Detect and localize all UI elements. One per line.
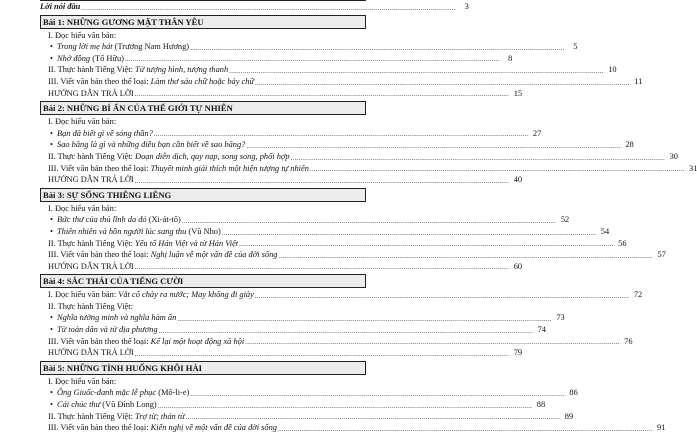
entry-title	[40, 411, 185, 423]
unit-heading: Bài 3: SỰ SỐNG THIÊNG LIÊNG	[40, 188, 366, 202]
leader-dots	[135, 262, 509, 272]
entry-number: I.	[48, 117, 53, 127]
entry-number: II.	[48, 301, 56, 311]
leader-dots	[222, 228, 596, 238]
toc-entry[interactable]	[40, 174, 523, 186]
leader-dots	[135, 349, 509, 359]
entry-title	[40, 422, 277, 434]
entry-number: II.	[48, 151, 56, 161]
entry-title	[40, 376, 116, 388]
entry-title	[40, 214, 181, 226]
toc-entry[interactable]	[40, 64, 617, 76]
entry-label: HƯỚNG DẪN TRẢ LỜI	[48, 175, 134, 185]
entry-page: 86	[569, 388, 578, 398]
entry-label: Đọc hiểu văn bản:	[54, 290, 119, 300]
entry-label-italic: Từ tượng hình, tượng thanh	[135, 65, 229, 75]
entry-page: 52	[560, 215, 570, 225]
entry-title-italic: Nghĩa tường minh và nghĩa hàm ẩn	[57, 313, 177, 323]
entry-page: 40	[513, 175, 523, 185]
entry-label-italic: Nghị luận về một vấn đề của đời sống	[150, 250, 278, 260]
leader-dots	[182, 216, 556, 226]
toc-entry[interactable]	[40, 422, 666, 434]
leader-dots	[135, 176, 509, 186]
entry-title	[40, 53, 124, 65]
entry-title	[40, 301, 133, 313]
entry-title-italic: Từ toàn dân và từ địa phương	[57, 325, 158, 335]
leader-dots	[177, 314, 551, 324]
entry-title	[40, 203, 116, 215]
leader-dots	[255, 78, 629, 88]
entry-label: Thực hành Tiếng Việt:	[57, 411, 136, 421]
entry-title	[40, 226, 221, 238]
entry-label: Đọc hiểu văn bản:	[54, 203, 117, 213]
toc-entry[interactable]	[40, 128, 542, 140]
entry-page: 54	[600, 226, 610, 236]
entry-number: III.	[48, 76, 59, 86]
entry-title	[40, 261, 134, 273]
entry-title-italic: Ông Giuốc-đanh mặc lễ phục	[57, 388, 157, 398]
bullet-icon: •	[50, 325, 53, 335]
entry-label-italic: Kể lại một hoạt động xã hội	[150, 336, 245, 346]
toc-entry[interactable]	[40, 238, 627, 250]
entry-page: 10	[608, 65, 617, 75]
leader-dots	[190, 389, 564, 399]
entry-page: 72	[633, 290, 643, 300]
toc-entry[interactable]	[40, 226, 610, 238]
entry-label: Viết văn bản theo thể loại:	[60, 76, 151, 86]
leader-dots	[135, 89, 509, 99]
entry-title	[40, 128, 153, 140]
entry-page: 8	[508, 53, 513, 63]
leader-dots	[278, 251, 652, 261]
bullet-icon: •	[50, 313, 53, 323]
toc-entry[interactable]	[40, 249, 666, 261]
entry-title	[40, 41, 189, 53]
entry-label-italic: Trợ từ; thán từ	[135, 411, 185, 421]
unit-heading: Bài 2: NHỮNG BÍ ẨN CỦA THẾ GIỚI TỰ NHIÊN	[40, 101, 366, 115]
entry-title-italic: Bức thư của thủ lĩnh da đỏ	[57, 215, 147, 225]
toc-entry[interactable]	[40, 53, 513, 65]
entry-title	[40, 163, 309, 175]
toc-entry[interactable]	[40, 41, 578, 53]
entry-number: I.	[48, 30, 53, 40]
entry-label: Thực hành Tiếng Việt:	[57, 151, 136, 161]
toc-entry[interactable]	[40, 76, 643, 88]
entry-title	[40, 249, 277, 261]
entry-author: (Vũ Đình Long)	[100, 400, 157, 410]
entry-page: 27	[532, 128, 542, 138]
entry-title-italic: Nhớ đồng	[57, 53, 91, 63]
toc-entry[interactable]	[40, 151, 678, 163]
entry-author: (Trương Nam Hương)	[112, 42, 190, 52]
entry-page: 31	[688, 163, 697, 173]
entry-page: 57	[657, 250, 666, 260]
bullet-icon: •	[50, 140, 53, 150]
entry-label-italic: Vắt cổ chày ra nước; May không đi giày	[118, 290, 254, 300]
entry-label: Viết văn bản theo thể loại:	[60, 336, 151, 346]
toc-entry[interactable]	[40, 347, 523, 359]
leader-dots	[190, 43, 564, 53]
entry-title-italic: Cái chúc thư	[57, 400, 101, 410]
toc-entry[interactable]	[40, 30, 366, 42]
preface-title: Lời nói đầu	[40, 2, 81, 11]
entry-title	[40, 116, 116, 128]
entry-title	[40, 30, 116, 42]
toc-entry[interactable]	[40, 376, 366, 388]
entry-page: 79	[513, 348, 523, 358]
entry-title-italic: Bạn đã biết gì về sóng thần?	[57, 128, 153, 138]
entry-page: 5	[573, 42, 578, 52]
entry-number: I.	[48, 203, 53, 213]
entry-label: Viết văn bản theo thể loại:	[60, 250, 151, 260]
entry-number: III.	[48, 336, 59, 346]
entry-page: 74	[537, 325, 546, 335]
entry-title	[40, 238, 238, 250]
toc-entry[interactable]	[40, 301, 366, 313]
entry-number: I.	[48, 290, 53, 300]
entry-title-italic: Sao băng là gì và những điều bạn cần biết về sao băng?	[57, 140, 246, 150]
entry-number: II.	[48, 238, 56, 248]
bullet-icon: •	[50, 53, 53, 63]
entry-title	[40, 64, 228, 76]
toc-entry[interactable]	[40, 203, 366, 215]
leader-dots	[239, 239, 613, 249]
toc-entry[interactable]	[40, 261, 523, 273]
unit-heading: Bài 5: NHỮNG TÌNH HUỐNG KHÔI HÀI	[40, 361, 366, 375]
leader-dots	[81, 3, 455, 13]
entry-page: 91	[657, 423, 666, 433]
entry-number: III.	[48, 250, 59, 260]
bullet-icon: •	[50, 215, 53, 225]
bullet-icon: •	[50, 388, 53, 398]
entry-page: 76	[624, 336, 633, 346]
bullet-icon: •	[50, 226, 53, 236]
bullet-icon: •	[50, 42, 53, 52]
entry-page: 88	[536, 400, 546, 410]
entry-label: Viết văn bản theo thể loại:	[60, 163, 151, 173]
leader-dots	[125, 54, 499, 64]
entry-page: 56	[618, 238, 627, 248]
toc-entry[interactable]	[40, 163, 697, 175]
entry-title	[40, 88, 134, 100]
entry-label-italic: Yếu tố Hán Việt và từ Hán Việt	[135, 238, 239, 248]
table-of-contents	[40, 0, 697, 434]
entry-title	[40, 347, 134, 359]
toc-entry[interactable]	[40, 336, 633, 348]
leader-dots	[278, 424, 652, 434]
leader-dots	[159, 326, 533, 336]
leader-dots	[310, 164, 684, 174]
entry-title-italic: Trong lời mẹ hát	[57, 42, 113, 52]
entry-page: 28	[625, 140, 634, 150]
entry-author: (Mô-li-e)	[156, 388, 190, 398]
entry-label: Thực hành Tiếng Việt:	[57, 238, 136, 248]
entry-label: Thực hành Tiếng Việt:	[57, 65, 136, 75]
leader-dots	[154, 129, 528, 139]
preface-page: 3	[464, 2, 469, 11]
entry-title	[40, 76, 254, 88]
toc-entry[interactable]	[40, 312, 565, 324]
entry-title-italic: Thiên nhiên và hồn người lúc sang thu	[57, 226, 187, 236]
entry-title	[40, 336, 244, 348]
entry-page: 11	[634, 76, 643, 86]
entry-title	[40, 289, 254, 301]
entry-label: HƯỚNG DẪN TRẢ LỜI	[48, 88, 134, 98]
toc-entry[interactable]	[40, 289, 643, 301]
leader-dots	[158, 401, 532, 411]
bullet-icon: •	[50, 128, 53, 138]
entry-label: HƯỚNG DẪN TRẢ LỜI	[48, 348, 134, 358]
entry-number: II.	[48, 411, 56, 421]
leader-dots	[255, 291, 629, 301]
entry-title	[40, 312, 176, 324]
leader-dots	[245, 337, 619, 347]
entry-label: HƯỚNG DẪN TRẢ LỜI	[48, 261, 134, 271]
leader-dots	[246, 141, 620, 151]
leader-dots	[291, 153, 665, 163]
entry-author: (Tố Hữu)	[90, 53, 124, 63]
toc-entry[interactable]	[40, 411, 574, 423]
entry-number: III.	[48, 423, 59, 433]
entry-label: Đọc hiểu văn bản:	[54, 376, 117, 386]
toc-entry[interactable]	[40, 139, 634, 151]
unit-heading: Bài 4: SẮC THÁI CỦA TIẾNG CƯỜI	[40, 274, 366, 288]
entry-number: I.	[48, 376, 53, 386]
entry-page: 89	[564, 411, 574, 421]
toc-entry[interactable]	[40, 214, 570, 226]
entry-label-italic: Kiến nghị về một vấn đề của đời sống	[150, 423, 277, 433]
toc-entry[interactable]	[40, 88, 523, 100]
toc-entry[interactable]	[40, 399, 546, 411]
entry-title	[40, 324, 158, 336]
entry-label: Đọc hiểu văn bản:	[54, 30, 117, 40]
entry-label: Đọc hiểu văn bản:	[54, 117, 117, 127]
entry-author: (Xi-át-tô)	[146, 215, 181, 225]
leader-dots	[186, 412, 560, 422]
entry-label-italic: Làm thơ sáu chữ hoặc bảy chữ	[150, 76, 255, 86]
entry-label-italic: Thuyết minh giải thích một hiện tượng tự nhiên	[150, 163, 309, 173]
leader-dots	[229, 66, 603, 76]
unit-heading: Bài 1: NHỮNG GƯƠNG MẶT THÂN YÊU	[40, 15, 366, 29]
entry-title	[40, 387, 189, 399]
entry-page: 73	[556, 313, 565, 323]
entry-label: Thực hành Tiếng Việt:	[57, 301, 133, 311]
entry-number: III.	[48, 163, 59, 173]
entry-number: II.	[48, 65, 56, 75]
entry-page: 30	[669, 151, 678, 161]
entry-title	[40, 139, 245, 151]
entry-label: Viết văn bản theo thể loại:	[60, 423, 151, 433]
bullet-icon: •	[50, 400, 53, 410]
toc-preface-row	[40, 0, 469, 13]
entry-page: 15	[513, 88, 523, 98]
entry-title	[40, 399, 157, 411]
entry-page: 60	[513, 261, 523, 271]
toc-entry[interactable]	[40, 387, 578, 399]
entry-title	[40, 174, 134, 186]
entry-author: (Vũ Nho)	[186, 226, 221, 236]
entry-label-italic: Đoạn diễn dịch, quy nạp, song song, phối hợp	[135, 151, 290, 161]
entry-title	[40, 151, 290, 163]
toc-entry[interactable]	[40, 324, 546, 336]
toc-entry[interactable]	[40, 116, 366, 128]
